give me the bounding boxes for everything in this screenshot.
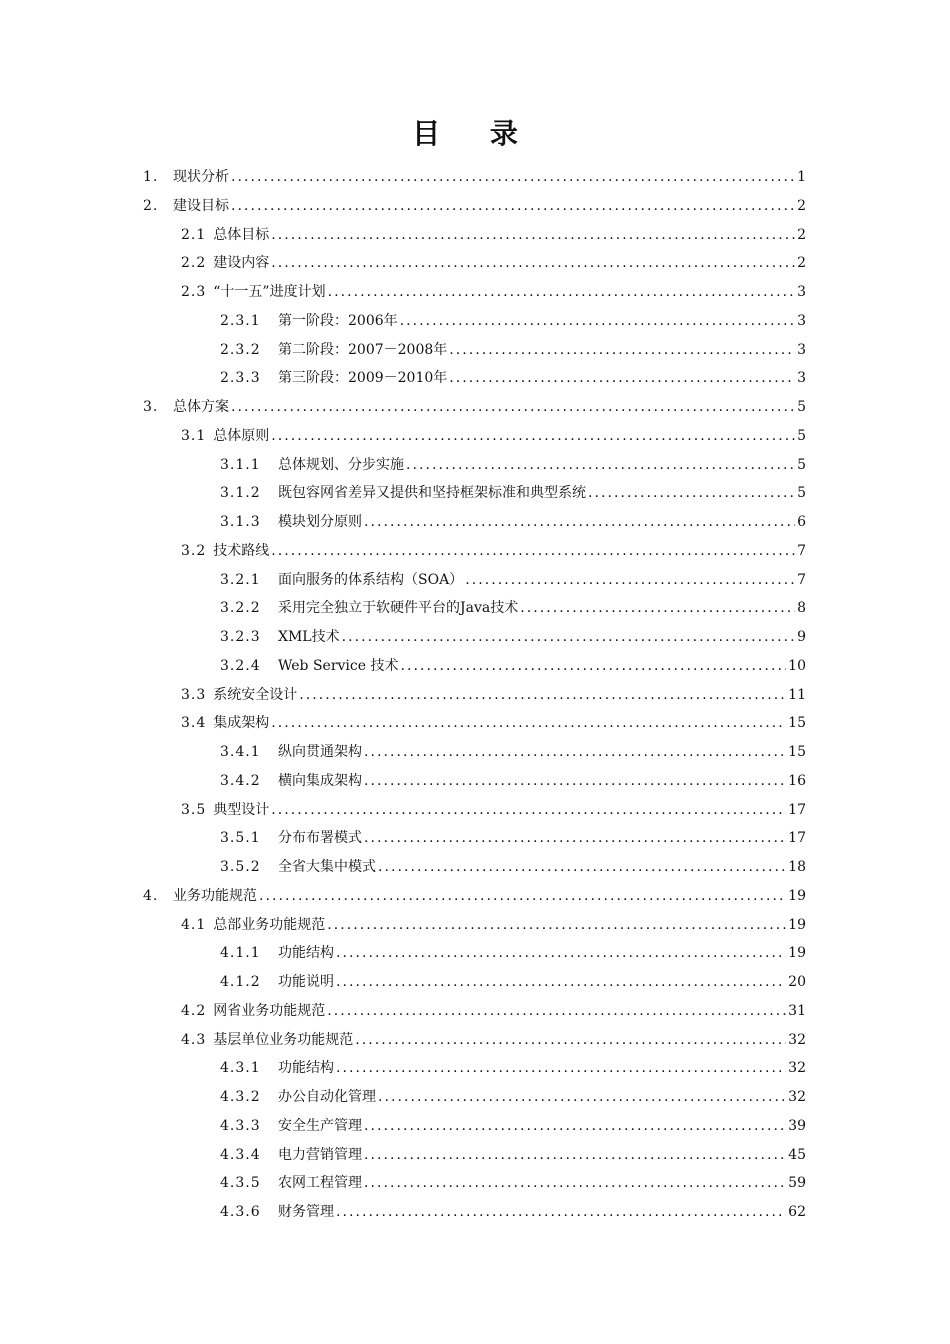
toc-leader-dots <box>231 393 795 421</box>
toc-entry[interactable] <box>220 1083 806 1111</box>
toc-entry[interactable] <box>220 767 806 795</box>
toc-entry-title: 基层单位业务功能规范 <box>213 1031 354 1048</box>
toc-entry[interactable] <box>143 882 806 910</box>
toc-entry-page-number: 62 <box>788 1204 806 1220</box>
toc-entry[interactable] <box>181 796 806 824</box>
toc-entry[interactable] <box>220 1198 806 1226</box>
toc-entry-page-number: 59 <box>788 1175 806 1192</box>
toc-leader-dots <box>271 537 795 565</box>
toc-entry-number: 2.3 <box>181 284 207 300</box>
toc-entry-number: 3.1.1 <box>220 456 261 473</box>
toc-entry-page-number: 19 <box>788 887 806 904</box>
toc-entry-number: 4.3.1 <box>220 1060 261 1077</box>
toc-entry[interactable] <box>220 652 806 680</box>
toc-leader-dots <box>231 192 795 220</box>
toc-entry[interactable] <box>181 681 806 709</box>
toc-leader-dots <box>400 652 786 680</box>
toc-entry-page-number: 17 <box>788 830 806 847</box>
toc-entry-page-number: 5 <box>797 485 806 502</box>
toc-entry[interactable] <box>143 163 806 191</box>
toc-title: 目 录 <box>412 117 538 150</box>
toc-leader-dots <box>364 738 786 766</box>
toc-entry-number: 3.5.1 <box>220 830 261 847</box>
toc-entry-title: “十一五”进度计划 <box>213 284 326 300</box>
toc-entry-page-number: 10 <box>788 657 806 674</box>
toc-leader-dots <box>336 939 786 967</box>
toc-entry-title: 第一阶段：2006年 <box>278 312 398 329</box>
toc-entry-page-number: 3 <box>797 312 806 329</box>
toc-entry-number: 4.1.2 <box>220 974 261 990</box>
toc-entry-title: 总体方案 <box>173 399 229 415</box>
toc-entry-page-number: 3 <box>797 284 806 300</box>
toc-entry-number: 2.3.2 <box>220 341 261 358</box>
toc-entry-number: 3.2 <box>181 542 207 559</box>
toc-leader-dots <box>378 1083 786 1111</box>
toc-entry-title: 第二阶段：2007－2008年 <box>278 341 448 358</box>
toc-entry-number: 4.3.2 <box>220 1089 261 1105</box>
toc-entry-title: 模块划分原则 <box>278 514 362 530</box>
toc-entry-title: XML技术 <box>278 629 340 645</box>
toc-leader-dots <box>299 681 786 709</box>
toc-entry[interactable] <box>220 451 806 479</box>
toc-entry-number: 2.3.3 <box>220 370 261 387</box>
toc-entry-number: 3.5 <box>181 801 207 818</box>
toc-entry-title: 横向集成架构 <box>278 772 362 789</box>
toc-leader-dots <box>259 882 786 910</box>
toc-entry[interactable] <box>181 997 806 1025</box>
toc-entry-number: 3.2.1 <box>220 571 261 588</box>
toc-entry-title: 总体原则 <box>213 427 270 444</box>
toc-entry-page-number: 20 <box>788 974 806 990</box>
toc-leader-dots <box>231 163 795 191</box>
toc-entry-title: 总部业务功能规范 <box>213 916 326 933</box>
toc-entry-page-number: 1 <box>797 169 806 185</box>
toc-entry-number: 3.4 <box>181 715 207 732</box>
toc-leader-dots <box>355 1026 786 1054</box>
toc-entry-page-number: 45 <box>788 1146 806 1163</box>
toc-leader-dots <box>449 364 795 392</box>
toc-entry-number: 4.3.3 <box>220 1117 261 1134</box>
toc-entry-page-number: 6 <box>797 514 806 530</box>
toc-entry[interactable] <box>220 623 806 651</box>
toc-entry-page-number: 11 <box>788 686 806 703</box>
toc-entry-page-number: 8 <box>797 600 806 617</box>
toc-leader-dots <box>378 853 786 881</box>
toc-entry-page-number: 16 <box>788 772 806 789</box>
toc-entry-page-number: 17 <box>788 801 806 818</box>
toc-entry-title: 面向服务的体系结构（SOA） <box>278 571 464 588</box>
toc-entry-title: 安全生产管理 <box>278 1117 362 1134</box>
toc-entry-title: 采用完全独立于软硬件平台的Java技术 <box>278 600 519 617</box>
toc-entry[interactable] <box>220 1112 806 1140</box>
toc-entry-title: 财务管理 <box>278 1204 334 1220</box>
toc-leader-dots <box>271 422 795 450</box>
toc-entry[interactable] <box>181 278 806 306</box>
toc-entry-number: 4. <box>143 887 159 904</box>
toc-entry[interactable] <box>220 1141 806 1169</box>
toc-entry-page-number: 32 <box>788 1060 806 1077</box>
toc-entry-number: 3.4.2 <box>220 772 261 789</box>
toc-leader-dots <box>364 824 786 852</box>
toc-entry-title: 电力营销管理 <box>278 1146 362 1163</box>
toc-entry-number: 3.2.3 <box>220 629 261 645</box>
toc-entry-number: 3.1.2 <box>220 485 261 502</box>
toc-entry-number: 1. <box>143 169 159 185</box>
toc-entry-number: 4.3 <box>181 1031 207 1048</box>
toc-entry-number: 2.3.1 <box>220 312 261 329</box>
toc-leader-dots <box>465 566 795 594</box>
toc-entry-title: 网省业务功能规范 <box>213 1002 326 1019</box>
toc-entry-title: 建设目标 <box>173 197 229 214</box>
toc-entry-title: 功能结构 <box>278 1060 334 1077</box>
toc-entry[interactable] <box>220 853 806 881</box>
toc-leader-dots <box>364 1169 786 1197</box>
toc-entry[interactable] <box>220 1054 806 1082</box>
toc-entry-title: 典型设计 <box>213 801 270 818</box>
toc-entry[interactable] <box>220 307 806 335</box>
toc-leader-dots <box>271 796 786 824</box>
toc-entry-number: 3.4.1 <box>220 744 261 760</box>
toc-leader-dots <box>364 1112 786 1140</box>
toc-entry-title: 纵向贯通架构 <box>278 744 362 760</box>
toc-entry[interactable] <box>181 537 806 565</box>
toc-entry-number: 3. <box>143 399 159 415</box>
toc-entry[interactable] <box>220 479 806 507</box>
toc-entry-title: 既包容网省差异又提供和坚持框架标准和典型系统 <box>278 485 586 502</box>
toc-entry[interactable] <box>181 422 806 450</box>
toc-entry-page-number: 5 <box>797 399 806 415</box>
toc-entry-number: 2.2 <box>181 255 207 272</box>
toc-leader-dots <box>364 508 795 536</box>
toc-entry[interactable] <box>143 192 806 220</box>
toc-entry-number: 2. <box>143 197 159 214</box>
toc-entry[interactable] <box>220 364 806 392</box>
toc-entry[interactable] <box>220 738 806 766</box>
toc-entry-number: 4.2 <box>181 1002 207 1019</box>
toc-leader-dots <box>520 594 795 622</box>
toc-entry-title: 建设内容 <box>213 255 270 272</box>
toc-entry-page-number: 19 <box>788 916 806 933</box>
toc-leader-dots <box>449 336 795 364</box>
toc-leader-dots <box>328 278 795 306</box>
toc-entry-page-number: 5 <box>797 427 806 444</box>
toc-leader-dots <box>588 479 795 507</box>
toc-entry[interactable] <box>220 566 806 594</box>
toc-entry-number: 4.3.6 <box>220 1204 261 1220</box>
toc-entry-page-number: 31 <box>788 1002 806 1019</box>
toc-entry[interactable] <box>143 393 806 421</box>
toc-entry[interactable] <box>220 939 806 967</box>
toc-entry-page-number: 32 <box>788 1031 806 1048</box>
toc-entry-page-number: 7 <box>797 571 806 588</box>
toc-entry-page-number: 3 <box>797 341 806 358</box>
toc-entry-title: 分布布署模式 <box>278 830 362 847</box>
toc-leader-dots <box>342 623 795 651</box>
toc-entry-title: Web Service 技术 <box>278 657 399 674</box>
toc-entry-page-number: 15 <box>788 715 806 732</box>
toc-entry-page-number: 19 <box>788 945 806 962</box>
toc-leader-dots <box>271 221 795 249</box>
toc-entry-title: 功能说明 <box>278 974 334 990</box>
toc-entry-page-number: 7 <box>797 542 806 559</box>
toc-entry-title: 农网工程管理 <box>278 1175 362 1192</box>
toc-entry-title: 全省大集中模式 <box>278 859 376 875</box>
toc-entry-number: 4.3.5 <box>220 1175 261 1192</box>
toc-entry[interactable] <box>220 508 806 536</box>
toc-entry-page-number: 5 <box>797 456 806 473</box>
toc-entry-number: 4.1.1 <box>220 945 261 962</box>
toc-entry[interactable] <box>220 336 806 364</box>
toc-entry-title: 现状分析 <box>173 169 229 185</box>
toc-entry-number: 4.3.4 <box>220 1146 261 1163</box>
toc-entry[interactable] <box>181 1026 806 1054</box>
toc-leader-dots <box>400 307 795 335</box>
toc-entry[interactable] <box>181 221 806 249</box>
toc-entry-title: 功能结构 <box>278 945 334 962</box>
toc-entry-page-number: 2 <box>797 226 806 243</box>
toc-leader-dots <box>406 451 795 479</box>
toc-entry-title: 系统安全设计 <box>213 686 298 703</box>
toc-entry-page-number: 15 <box>788 744 806 760</box>
toc-leader-dots <box>327 911 786 939</box>
toc-leader-dots <box>271 709 786 737</box>
toc-leader-dots <box>327 997 786 1025</box>
toc-entry-page-number: 18 <box>788 859 806 875</box>
toc-entry-title: 集成架构 <box>213 715 270 732</box>
toc-entry-number: 3.5.2 <box>220 859 261 875</box>
toc-leader-dots <box>336 968 786 996</box>
toc-entry-title: 技术路线 <box>213 542 270 559</box>
toc-leader-dots <box>364 767 786 795</box>
toc-entry-number: 4.1 <box>181 916 207 933</box>
toc-entry-page-number: 32 <box>788 1089 806 1105</box>
toc-entry[interactable] <box>220 824 806 852</box>
toc-entry-page-number: 3 <box>797 370 806 387</box>
toc-entry[interactable] <box>220 1169 806 1197</box>
toc-leader-dots <box>364 1141 786 1169</box>
toc-entry[interactable] <box>220 968 806 996</box>
toc-entry[interactable] <box>181 709 806 737</box>
toc-entry-page-number: 39 <box>788 1117 806 1134</box>
toc-entry-number: 3.1.3 <box>220 514 261 530</box>
toc-entry[interactable] <box>181 249 806 277</box>
toc-entry-title: 总体目标 <box>213 226 270 243</box>
toc-entry-title: 业务功能规范 <box>173 887 257 904</box>
toc-entry-page-number: 2 <box>797 255 806 272</box>
toc-entry-title: 办公自动化管理 <box>278 1089 376 1105</box>
toc-entry-number: 3.1 <box>181 427 207 444</box>
toc-entry[interactable] <box>181 911 806 939</box>
toc-entry-number: 3.2.4 <box>220 657 261 674</box>
toc-entry-number: 2.1 <box>181 226 207 243</box>
toc-entry-title: 第三阶段：2009－2010年 <box>278 370 448 387</box>
toc-leader-dots <box>336 1054 786 1082</box>
toc-entry[interactable] <box>220 594 806 622</box>
toc-entry-title: 总体规划、分步实施 <box>278 456 404 473</box>
toc-entry-page-number: 9 <box>797 629 806 645</box>
toc-entry-number: 3.3 <box>181 686 207 703</box>
toc-leader-dots <box>336 1198 786 1226</box>
toc-entry-number: 3.2.2 <box>220 600 261 617</box>
toc-entry-page-number: 2 <box>797 197 806 214</box>
toc-leader-dots <box>271 249 795 277</box>
